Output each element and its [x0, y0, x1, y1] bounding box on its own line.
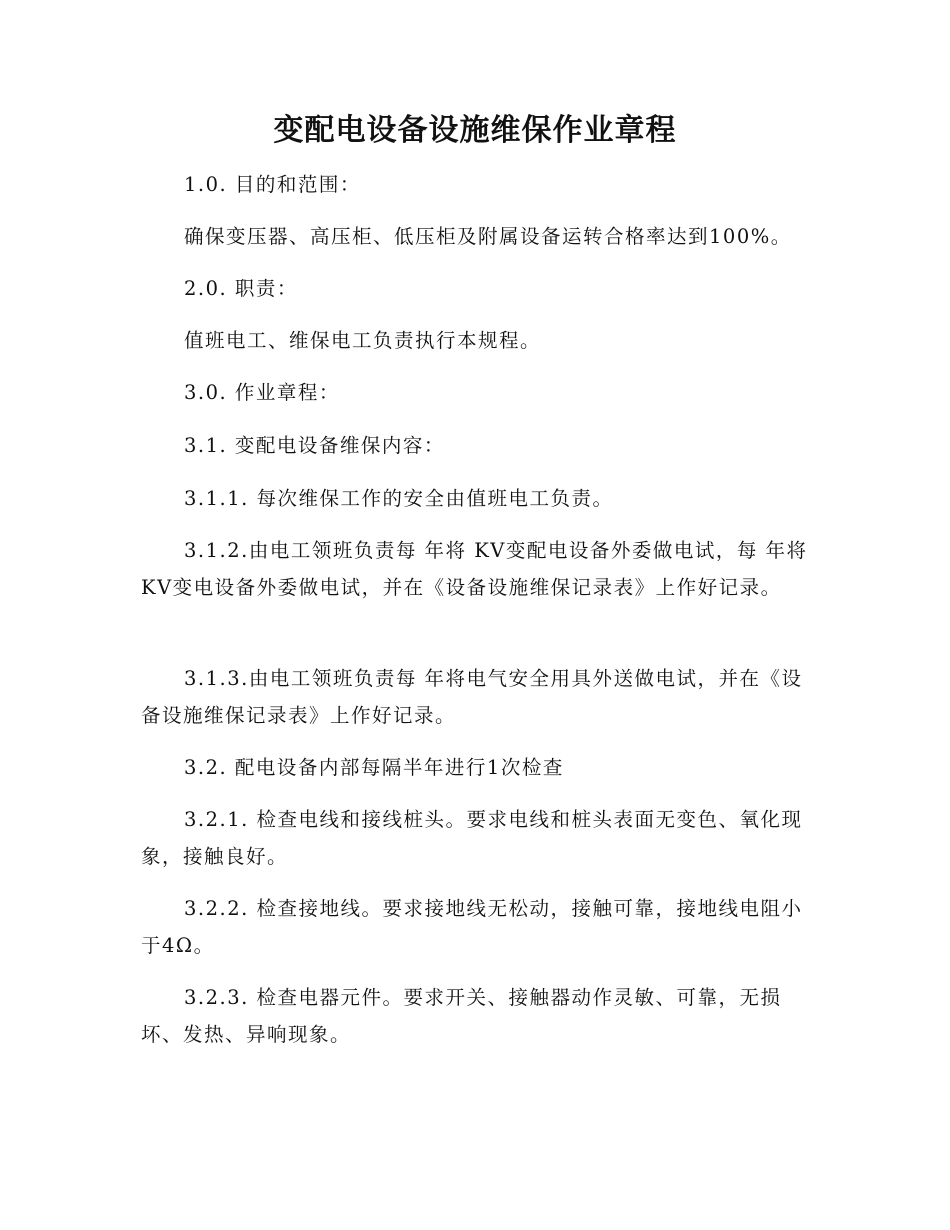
section-3-2-heading: 3.2. 配电设备内部每隔半年进行1次检查 [184, 756, 564, 779]
section-3-2-2-text: 3.2.2. 检查接地线。要求接地线无松动，接触可靠，接地线电阻小于4Ω。 [141, 897, 803, 957]
section-3-2-3-text: 3.2.3. 检查电器元件。要求开关、接触器动作灵敏、可靠，无损坏、发热、异响现象。 [141, 986, 782, 1046]
section-3-2-1-text: 3.2.1. 检查电线和接线桩头。要求电线和桩头表面无变色、氧化现象，接触良好。 [141, 808, 803, 868]
section-3-1-heading: 3.1. 变配电设备维保内容： [184, 434, 445, 457]
section-1-heading: 1.0. 目的和范围： [184, 173, 361, 196]
section-3-heading: 3.0. 作业章程： [184, 381, 340, 404]
section-2-heading: 2.0. 职责： [184, 277, 298, 300]
section-3-1-1-text: 3.1.1. 每次维保工作的安全由值班电工负责。 [184, 487, 614, 510]
section-3-1-3-text: 3.1.3.由电工领班负责每 年将电气安全用具外送做电试，并在《设备设施维保记录表》上作好记录。 [141, 667, 803, 727]
document-title: 变配电设备设施维保作业章程 [273, 113, 677, 148]
section-3-1-2-text: 3.1.2.由电工领班负责每 年将 KV变配电设备外委做电试，每 年将 KV变电设备外委做电试，并在《设备设施维保记录表》上作好记录。 [141, 539, 808, 599]
section-1-text: 确保变压器、高压柜、低压柜及附属设备运转合格率达到100%。 [184, 225, 792, 248]
section-2-text: 值班电工、维保电工负责执行本规程。 [184, 329, 542, 352]
